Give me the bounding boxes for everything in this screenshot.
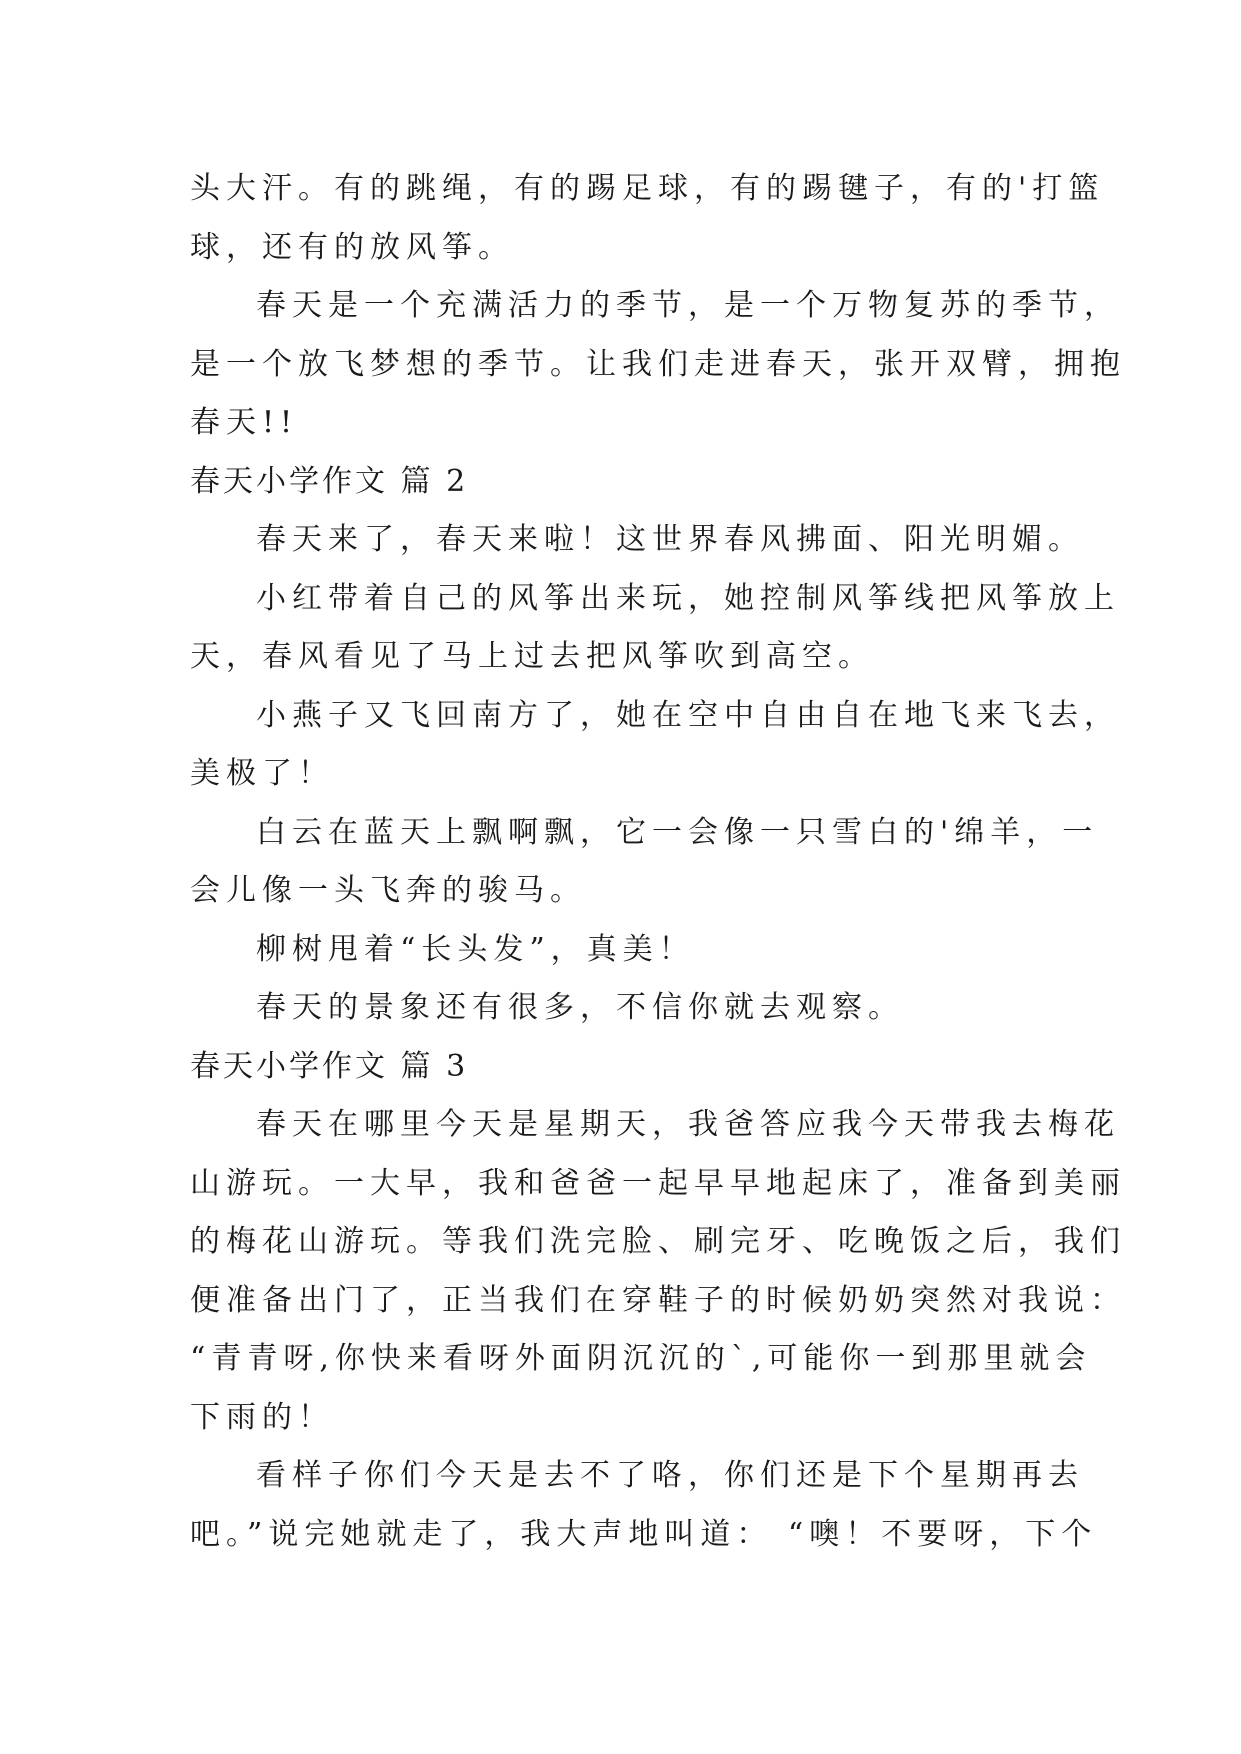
text-line: 便准备出门了，正当我们在穿鞋子的时候奶奶突然对我说： [190,1282,1126,1318]
paragraph-start: 柳树甩着“长头发”，真美！ [256,931,695,967]
section-heading: 春天小学作文 篇 3 [190,1048,469,1084]
text-line: 天，春风看见了马上过去把风筝吹到高空。 [190,639,874,674]
text-line: “青青呀,你快来看呀外面阴沉沉的`,可能你一到那里就会 [190,1341,1092,1376]
paragraph-start: 小燕子又飞回南方了，她在空中自由自在地飞来飞去， [256,697,1120,733]
text-line: 山游玩。一大早，我和爸爸一起早早地起床了，准备到美丽 [190,1165,1126,1201]
text-line: 会儿像一头飞奔的骏马。 [190,873,586,908]
text-line: 的梅花山游玩。等我们洗完脸、刷完牙、吃晚饭之后，我们 [190,1224,1126,1259]
text-line: 春天!! [190,405,299,440]
text-line: 球，还有的放风筝。 [190,229,514,265]
paragraph-start: 小红带着自己的风筝出来玩，她控制风筝线把风筝放上 [256,580,1120,616]
text-line: 吧。”说完她就走了，我大声地叫道： “噢！不要呀，下个 [190,1516,1098,1552]
paragraph-start: 春天在哪里今天是星期天，我爸答应我今天带我去梅花 [256,1107,1120,1142]
text-line: 头大汗。有的跳绳，有的踢足球，有的踢毽子，有的'打篮 [190,171,1105,206]
document-body [190,160,1126,1564]
paragraph-start: 白云在蓝天上飘啊飘，它一会像一只雪白的'绵羊，一 [256,814,1099,850]
text-line: 下雨的！ [190,1399,334,1435]
text-line: 是一个放飞梦想的季节。让我们走进春天，张开双臂，拥抱 [190,346,1126,382]
paragraph-start: 春天的景象还有很多，不信你就去观察。 [256,990,904,1025]
section-heading: 春天小学作文 篇 2 [190,463,469,499]
paragraph-start: 春天来了，春天来啦！这世界春风拂面、阳光明媚。 [256,522,1084,557]
text-line: 美极了！ [190,756,334,791]
paragraph-start: 看样子你们今天是去不了咯，你们还是下个星期再去 [256,1458,1084,1493]
paragraph-start: 春天是一个充满活力的季节，是一个万物复苏的季节， [256,288,1120,323]
